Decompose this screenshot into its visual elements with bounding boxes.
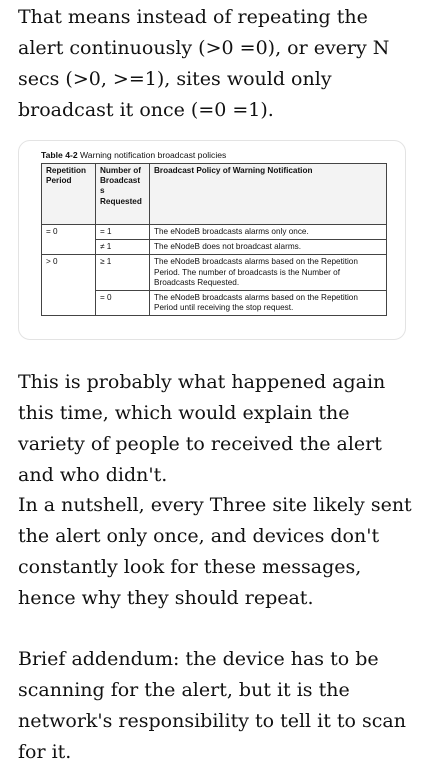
table-row — [42, 255, 387, 291]
table-caption-text: Warning notification broadcast policies — [80, 150, 227, 160]
cell-policy: The eNodeB broadcasts alarms based on the Repetition Period until receiving the stop request. — [150, 291, 387, 316]
cell-policy: The eNodeB does not broadcast alarms. — [150, 240, 387, 255]
paragraph-addendum: Brief addendum: the device has to be scanning for the alert, but it is the network's responsibility to tell it to scan for it. — [18, 648, 406, 763]
cell-policy: The eNodeB broadcasts alarms only once. — [150, 225, 387, 240]
paragraph-what-happened: This is probably what happened again this time, which would explain the variety of people to received the alert and who didn't. — [18, 371, 386, 486]
table-image-card[interactable] — [18, 140, 406, 340]
cell-period: = 0 — [42, 225, 96, 255]
cell-number: = 1 — [96, 225, 150, 240]
cell-number: ≥ 1 — [96, 255, 150, 291]
header-repetition-period: Repetition Period — [42, 164, 96, 225]
paragraph-nutshell: In a nutshell, every Three site likely sent the alert only once, and devices don't constantly look for these messages, hence why they should repeat. — [18, 494, 412, 609]
table-header-row — [42, 164, 387, 225]
broadcast-policy-table — [41, 163, 387, 316]
table-caption — [41, 150, 226, 160]
cell-period: > 0 — [42, 255, 96, 316]
header-number-broadcasts: Number of Broadcast s Requested — [96, 164, 150, 225]
paragraph-repeat-explanation: That means instead of repeating the alert continuously (>0 =0), or every N secs (>0, >=1), sites would only broadcast it once (=0 =1). — [18, 6, 390, 121]
header-broadcast-policy: Broadcast Policy of Warning Notification — [150, 164, 387, 225]
table-caption-label: Table 4-2 — [41, 150, 78, 160]
cell-number: = 0 — [96, 291, 150, 316]
cell-policy: The eNodeB broadcasts alarms based on the Repetition Period. The number of broadcasts is the Number of Broadcasts Requested. — [150, 255, 387, 291]
table-row — [42, 225, 387, 240]
cell-number: ≠ 1 — [96, 240, 150, 255]
